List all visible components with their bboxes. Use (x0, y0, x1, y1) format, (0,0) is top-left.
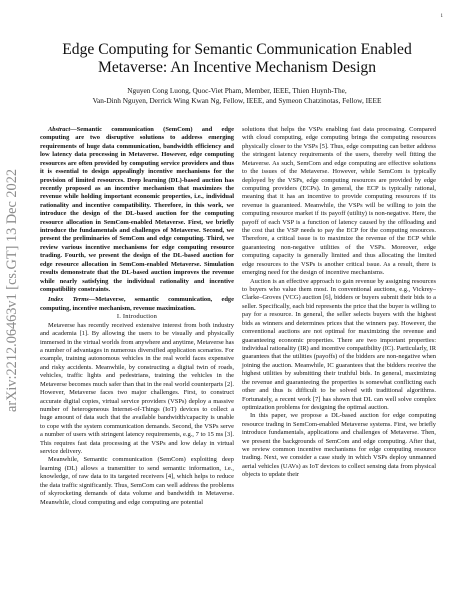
paper-title-line-2: Metaverse: An Incentive Mechanism Design (97, 59, 376, 76)
index-terms-text: Metaverse, semantic communication, edge computing, incentive mechanism, revenue maximization. (40, 296, 234, 312)
abstract-label: Abstract (48, 126, 71, 133)
section-title: Introduction (122, 313, 158, 321)
page-number: 1 (440, 14, 443, 19)
right-column (242, 126, 436, 480)
author-list (40, 86, 434, 106)
paper-title-line-1: Edge Computing for Semantic Communication Enabled (62, 41, 412, 58)
arxiv-identifier[interactable]: arXiv:2212.06463v1 [cs.GT] 13 Dec 2022 (4, 169, 20, 412)
author-line-1: Nguyen Cong Luong, Quoc-Viet Pham, Member, IEEE, Thien Huynh-The, (127, 86, 347, 95)
body-paragraph: In this paper, we propose a DL-based auction for edge computing resource trading in SemCom-enabled Metaverse systems. First, we briefly introduce fundamentals, applications and challenges of Metaverse. Then, we present the backgrounds of SemCom and edge computing. After that, we review common incentive mechanisms for edge computing resource trading. Next, we consider a case study in which VSPs deploy unmanned aerial vehicles (UAVs) as IoT devices to collect sensing data from physical objects to update their (242, 412, 436, 479)
left-column (40, 126, 234, 507)
abstract: Abstract—Semantic communication (SemCom) and edge computing are two disruptive solutions to address emerging requirements of huge data communication, bandwidth efficiency and low latency data processing in Metaverse. However, edge computing resources are often provided by computing service providers and thus it is essential to design appealingly incentive mechanisms for the provision of limited resources. Deep learning (DL)-based auction has recently proposed as an incentive mechanism that maximizes the revenue while holding important economic properties, i.e., individual rationality and incentive compatibility. Therefore, in this work, we introduce the design of the DL-based auction for the computing resource allocation in SemCom-enabled Metaverse. First, we briefly introduce the fundamentals and challenges of Metaverse. Second, we present the preliminaries of SemCom and edge computing. Third, we review various incentive mechanisms for edge computing resource trading. Fourth, we present the design of the DL-based auction for edge resource allocation in SemCom-enabled Metaverse. Simulation results demonstrate that the DL-based auction improves the revenue while nearly satisfying the individual rationality and incentive compatibility constraints. (40, 126, 234, 294)
index-terms-label: Index Terms (48, 296, 89, 304)
paper-title (40, 41, 434, 77)
abstract-text: Semantic communication (SemCom) and edge computing are two disruptive solutions to address emerging requirements of huge data communication, bandwidth efficiency and low latency data processing in Metaverse. However, edge computing resources are often provided by computing service providers and thus it is essential to design appealingly incentive mechanisms for the provision of limited resources. Deep learning (DL)-based auction has recently proposed as an incentive mechanism that maximizes the revenue while holding important economic properties, i.e., individual rationality and incentive compatibility. Therefore, in this work, we introduce the design of the DL-based auction for the computing resource allocation in SemCom-enabled Metaverse. First, we briefly introduce the fundamentals and challenges of Metaverse. Second, we present the preliminaries of SemCom and edge computing. Third, we review various incentive mechanisms for edge computing resource trading. Fourth, we present the design of the DL-based auction for edge resource allocation in SemCom-enabled Metaverse. Simulation results demonstrate that the DL-based auction improves the revenue while nearly satisfying the individual rationality and incentive compatibility constraints. (40, 126, 234, 294)
body-paragraph: solutions that helps the VSPs enabling fast data processing. Compared with cloud computing, edge computing brings the computing resources physically closer to the VSPs [5]. Thus, edge computing can better address the stringent latency requirements of the users, thereby well fitting the Metaverse. As such, SemCom and edge computing are effective solutions to the issues of the Metaverse. However, while SemCom is typically deployed by the VSPs, edge computing resources are provided by edge computing providers (ECPs). In general, the ECP is typically rational, meaning that it has an incentive to provide computing resources if its revenue is guaranteed. Meanwhile, the VSPs will be willing to join the computing resource market if its payoff (utility) is non-negative. Here, the payoff of each VSP is a function of latency caused by the offloading and the cost that the VSP needs to pay the ECP for the computing resources. Therefore, a critical issue is to maximize the revenue of the ECP while guaranteeing non-negative utilities of the VSPs. Moreover, edge computing capacity is generally limited and thus allocating the limited edge resources to the VSPs is another critical issue. As a result, there is emerging need for the design of incentive mechanisms. (242, 126, 436, 277)
author-line-2: Van-Dinh Nguyen, Derrick Wing Kwan Ng, Fellow, IEEE, and Symeon Chatzinotas, Fellow, IEEE (92, 96, 382, 105)
index-terms: Index Terms—Metaverse, semantic communication, edge computing, incentive mechanism, revenue maximization. (40, 296, 234, 312)
body-paragraph: Metaverse has recently received extensive interest from both industry and academia [1]. By allowing the users to be visually and physically immersed in the virtual worlds from anywhere and anytime, Metaverse has a number of advantages in numerous diversified application scenarios. For example, training autonomous vehicles in the real world faces expensive and risky accidents. Meanwhile, by constructing a digital twin of roads, vehicles, traffic lights and pedestrians, training the vehicles in the Metaverse becomes much safer than that in the real world counterparts [2]. However, Metaverse faces two major challenges. First, to construct accurate digital copies, virtual service providers (VSPs) deploy a massive number of heterogeneous Internet-of-Things (IoT) devices to collect a huge amount of data such that the available bandwidth/capacity is unable to cope with the system communication demands. Second, the VSPs serve a number of users with stringent latency requirements, e.g., 7 to 15 ms [3]. This requires fast data processing at the VSPs and low delay in virtual service delivery. (40, 321, 234, 456)
body-paragraph: Meanwhile, Semantic communication (SemCom) exploiting deep learning (DL) allows a transmitter to send semantic information, i.e., knowledge, of raw data to its targeted receivers [4], which helps to reduce the data traffic significantly. Thus, SemCom can well address the problems of skyrocketing demands of data volume and bandwidth in Metaverse. Meanwhile, cloud computing and edge computing are potential (40, 456, 234, 506)
body-paragraph: Auction is an effective approach to gain revenue by assigning resources to buyers who value them most. In conventional auctions, e.g., Vickrey–Clarke–Groves (VCG) auction [6], bidders or buyers submit their bids to a seller. Specifically, each bid represents the price that the buyer is willing to pay for a resource. In general, the seller selects buyers with the highest bids as winners and determines prices that the winners pay. However, the conventional auctions are not optimal for maximizing the revenue and guaranteeing economic properties. There are two important properties: individual rationality (IR) and incentive compatibility (IC). Particularly, IR guarantees that the utilities (payoffs) of the bidders are non-negative when joining the auction. Meanwhile, IC guarantees that the bidders receive the highest utilities by submitting their truthful bids. In general, maximizing the revenue and guaranteeing the properties is somewhat conflicting each other and thus is difficult to be solved with traditional algorithms. Fortunately, a recent work [7] has shown that DL can well solve complex optimization problems for designing the optimal auction. (242, 277, 436, 411)
section-number: I. (116, 313, 122, 321)
section-heading (40, 313, 234, 321)
